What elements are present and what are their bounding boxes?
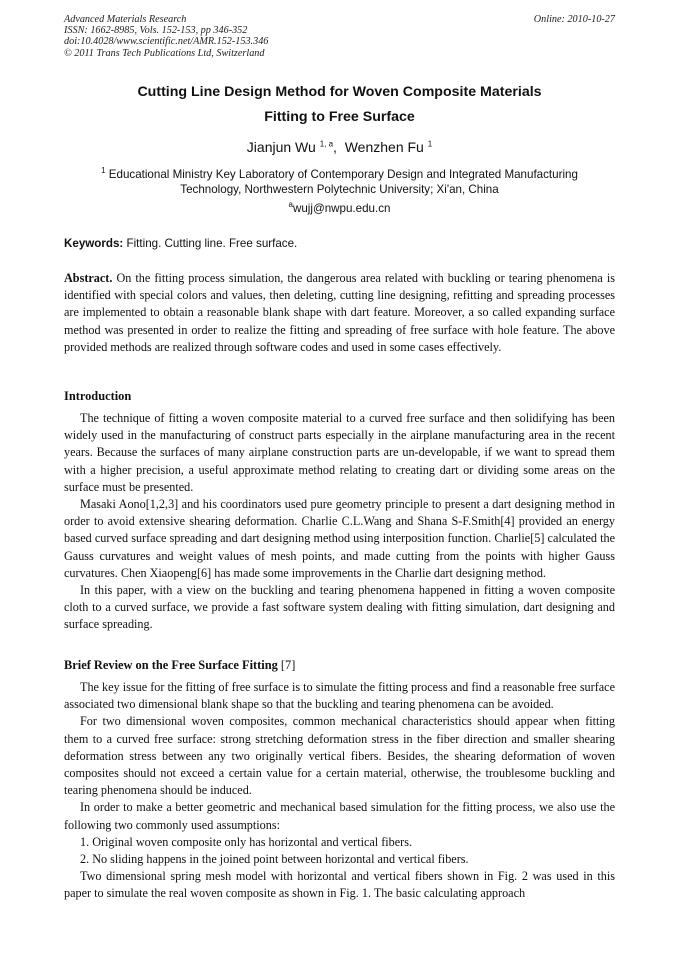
review-heading-citation: [7] <box>280 658 296 672</box>
keywords-text: Fitting. Cutting line. Free surface. <box>126 237 298 250</box>
abstract-label: Abstract. <box>64 271 113 285</box>
email-address: wujj@nwpu.edu.cn <box>292 201 391 215</box>
assumption-1: 1. Original woven composite only has horizontal and vertical fibers. <box>80 834 413 849</box>
author-2: Wenzhen Fu <box>344 139 424 155</box>
introduction-heading: Introduction <box>64 389 132 403</box>
review-paragraph: For two dimensional woven composites, common mechanical characteristics should appear when fitting them to a curved free surface: strong stretching deformation stress in the fiber direction and smaller shearing deformation stress between any two originally vertical fibers. Besides, the shearing deformation of woven composites should not exceed a certain value for a certain material, otherwise, the troublesome buckling and tearing phenomena should be induced. <box>64 714 615 798</box>
journal-header <box>64 14 615 59</box>
introduction-paragraph: Masaki Aono[1,2,3] and his coordinators used pure geometry principle to present a dart designing method in order to avoid extensive shearing deformation. Charlie C.L.Wang and Shana S-F.Smith[4] provided an energy based curved surface spreading and dart designing method using interposition function. Charlie[5] calculated the Gauss curvatures and weight values of mesh points, and made cutting from the points with higher Gauss curvatures. Chen Xiaopeng[6] has made some improvements in the Charlie dart designing method. <box>64 497 615 580</box>
title-line-1: Cutting Line Design Method for Woven Composite Materials <box>137 84 542 100</box>
review-paragraph: The key issue for the fitting of free surface is to simulate the fitting process and find a reasonable free surface associated two dimensional blank shape so that the buckling and tearing phenomena can be avoided. <box>64 680 615 712</box>
keywords <box>64 237 615 250</box>
keywords-label: Keywords: <box>64 237 124 250</box>
review-body <box>64 679 615 903</box>
paper-title <box>64 80 615 130</box>
author-2-affiliation-mark: 1 <box>427 139 433 149</box>
review-heading-text: Brief Review on the Free Surface Fitting <box>64 658 278 672</box>
author-1-affiliation-mark: 1, a <box>319 139 334 149</box>
review-paragraph: In order to make a better geometric and mechanical based simulation for the fitting process, we also use the following two commonly used assumptions: <box>64 800 615 832</box>
assumption-2: 2. No sliding happens in the joined point between horizontal and vertical fibers. <box>80 852 469 867</box>
affiliation <box>64 163 615 197</box>
copyright-line: © 2011 Trans Tech Publications Ltd, Switzerland <box>64 47 265 59</box>
review-heading <box>64 658 615 673</box>
affiliation-line-2: Technology, Northwestern Polytechnic University; Xi'an, China <box>180 182 499 196</box>
abstract <box>64 270 615 356</box>
email-mark: a <box>288 200 293 209</box>
corresponding-email <box>64 200 615 215</box>
author-list <box>64 139 615 155</box>
introduction-body <box>64 410 615 634</box>
affiliation-mark: 1 <box>101 166 106 175</box>
issn-line: ISSN: 1662-8985, Vols. 152-153, pp 346-352 <box>64 25 248 37</box>
online-date: Online: 2010-10-27 <box>533 14 615 25</box>
introduction-paragraph: In this paper, with a view on the buckling and tearing phenomena happened in fitting a woven composite cloth to a curved surface, we provide a fast software system dealing with fitting simulation, dart designing and surface spreading. <box>64 583 615 632</box>
review-paragraph: Two dimensional spring mesh model with horizontal and vertical fibers shown in Fig. 2 was used in this paper to simulate the real woven composite as shown in Fig. 1. The basic calculating approach <box>64 869 615 901</box>
affiliation-line-1: Educational Ministry Key Laboratory of Contemporary Design and Integrated Manufacturing <box>108 167 578 181</box>
title-line-2: Fitting to Free Surface <box>264 109 415 125</box>
author-separator: , <box>333 139 337 155</box>
author-1: Jianjun Wu <box>246 139 316 155</box>
journal-name: Advanced Materials Research <box>64 14 187 25</box>
introduction-paragraph: The technique of fitting a woven composite material to a curved free surface and then solidifying has been widely used in the manufacturing of construct parts especially in the airplane manufacturing area in the recent years. Because the surfaces of many airplane construction parts are un-developable, if we want to spread them with a higher precision, a useful approximate method relating to creating dart or dividing some areas on the surface must be presented. <box>64 411 615 494</box>
doi-line: doi:10.4028/www.scientific.net/AMR.152-153.346 <box>64 36 269 48</box>
abstract-text: On the fitting process simulation, the dangerous area related with buckling or tearing phenomena is identified with special colors and values, then deleting, cutting line designing, refitting and spreading processes are implemented to obtain a reasonable blank shape with dart feature. Moreover, a so called expanding surface method was presented in order to realize the fitting and spreading of free surface with hole feature. The above provided methods are realized through software codes and used in some cases effectively. <box>64 271 615 354</box>
